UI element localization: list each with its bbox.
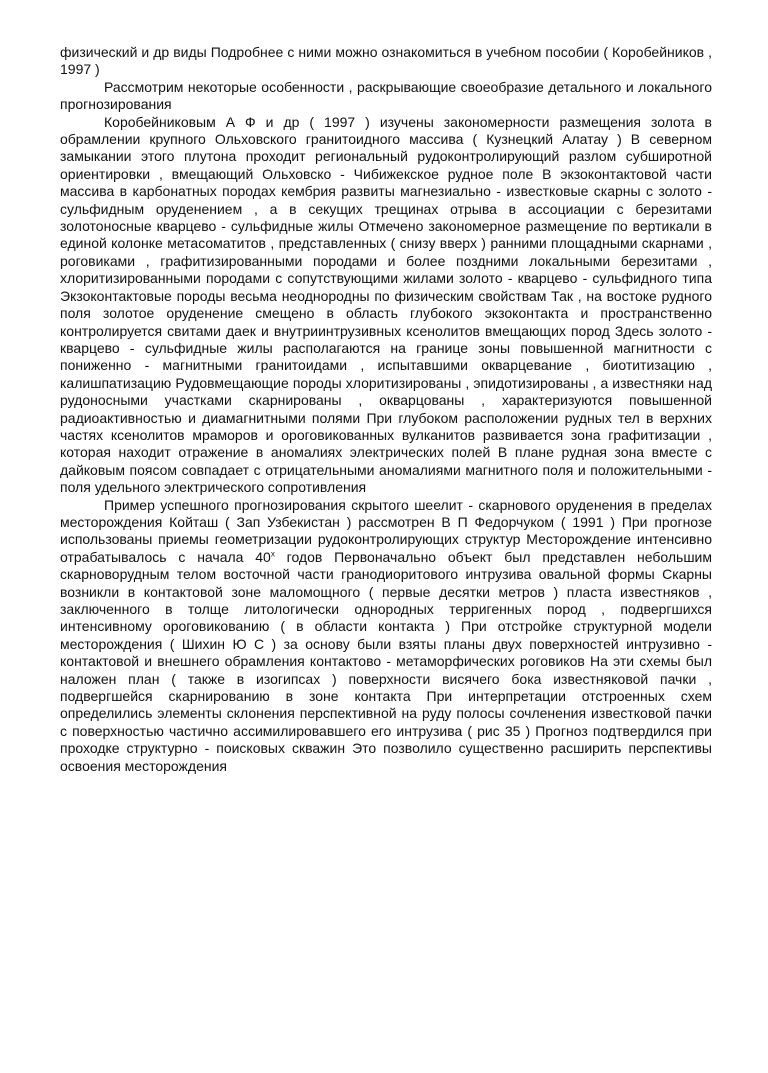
paragraph-4 [60,497,712,776]
paragraph-4-part-1: Пример успешного прогнозирования скрытого шеелит - скарнового оруденения в пределах месторождения Койташ ( Зап Узбекистан ) рассмотрен В П Федорчуком ( 1991 ) При прогнозе использованы приемы геометризации рудоконтролирующих структур Месторождение интенсивно отрабатывалось с начала 40 [60,496,712,565]
superscript-mark: х [270,549,275,559]
paragraph-4-part-2: годов Первоначально объект был представлен небольшим скарноворудным телом восточной части гранодиоритового интрузива овальной формы Скарны возникли в контактовой зоне маломощного ( первые десятки метров ) пласта известняков , заключенного в толще литологически однородных терригенных пород , подвергшихся интенсивному ороговикованию ( в области контакта ) При отстройке структурной модели месторождения ( Шихин Ю С ) за основу были взяты планы двух поверхностей интрузивно - контактовой и внешнего обрамления контактово - метаморфических роговиков На эти схемы был наложен план ( также в изогипсах ) поверхности висячего бока известняковой пачки , подвергшейся скарнированию в зоне контакта При интерпретации отстроенных схем определились элементы склонения перспективной на руду полосы сочленения известковой пачки с поверхностью частично ассимилировавшего его интрузива ( рис 35 ) Прогноз подтвердился при проходке структурно - поисковых скважин Это позволило существенно расширить перспективы освоения месторождения [60,548,712,774]
paragraph-1: физический и др виды Подробнее с ними можно ознакомиться в учебном пособии ( Коробейников , 1997 ) [60,44,712,78]
paragraph-2: Рассмотрим некоторые особенности , раскрывающие своеобразие детального и локального прогнозирования [60,78,712,113]
paragraph-3: Коробейниковым А Ф и др ( 1997 ) изучены закономерности размещения золота в обрамлении крупного Ольховского гранитоидного массива ( Кузнецкий Алатау ) В северном замыкании этого плутона проходит региональный рудоконтролирующий разлом субширотной ориентировки , вмещающий Ольховско - Чибижекское рудное поле В экзоконтактовой части массива в карбонатных породах кембрия развиты магнезиально - известковые скарны с золото - сульфидным оруденением , а в секущих трещинах отрыва в ассоциации с березитами золотоносные кварцево - сульфидные жилы Отмечено закономерное размещение по вертикали в единой колонке метасоматитов , представленных ( снизу вверх ) ранними площадными скарнами , роговиками , графитизированными породами и более поздними локальными березитами , хлоритизированными породами с сопутствующими жилами золото - кварцево - сульфидного типа Экзоконтактовые породы весьма неоднородны по физическим свойствам Так , на востоке рудного поля золотое оруденение смещено в область глубокого экзоконтакта и пространственно контролируется свитами даек и внутриинтрузивных ксенолитов вмещающих пород Здесь золото - кварцево - сульфидные жилы располагаются на границе зоны повышенной магнитности с пониженно - магнитными гранитоидами , испытавшими окварцевание , биотитизацию , калишпатизацию Рудовмещающие породы хлоритизированы , эпидотизированы , а известняки над рудоносными участками скарнированы , окварцованы , характеризуются повышенной радиоактивностью и диамагнитными полями При глубоком расположении рудных тел в верхних частях ксенолитов мраморов и ороговикованных вулканитов развивается зона графитизации , которая находит отражение в аномалиях электрических полей В плане рудная зона вместе с дайковым поясом совпадает с отрицательными аномалиями магнитного поля и положительными - поля удельного электрического сопротивления [60,113,712,496]
document-page [60,44,712,775]
